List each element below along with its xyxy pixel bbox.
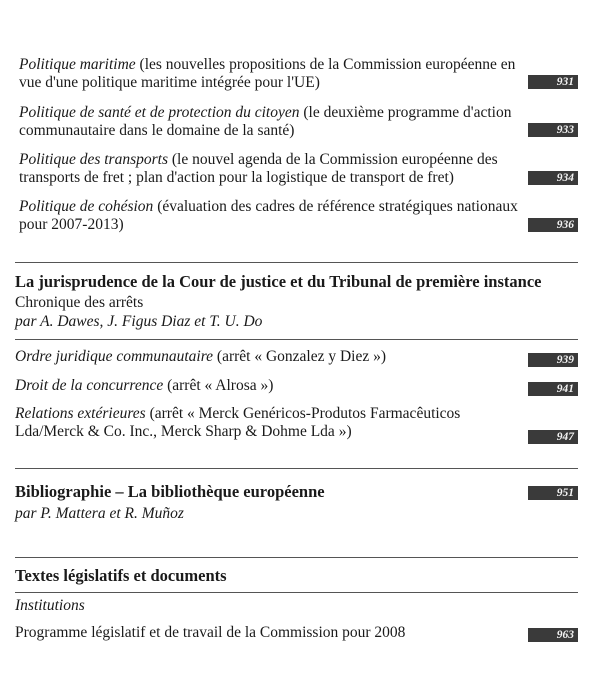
section-subheading-institutions: Institutions xyxy=(15,597,85,614)
section-divider xyxy=(15,468,578,469)
entry-title: Ordre juridique communautaire xyxy=(15,348,214,365)
section-divider xyxy=(15,339,578,340)
page-number-badge: 931 xyxy=(528,75,578,89)
entry-description: (les nouvelles propositions de la Commission européenne en vue d'une politique maritime intégrée pour l'UE) xyxy=(19,56,516,91)
entry-title: Politique de cohésion xyxy=(19,198,154,215)
section-heading-textes: Textes législatifs et documents xyxy=(15,566,227,585)
toc-entry-politique-transports xyxy=(19,151,519,187)
page-number-badge: 933 xyxy=(528,123,578,137)
page-number-badge: 941 xyxy=(528,382,578,396)
entry-description: (évaluation des cadres de référence stratégiques nationaux pour 2007-2013) xyxy=(19,198,518,233)
entry-title: Droit de la concurrence xyxy=(15,377,164,394)
toc-entry-politique-sante xyxy=(19,104,519,140)
toc-entry-ordre-juridique xyxy=(15,348,515,366)
page-number-badge: 963 xyxy=(528,628,578,642)
section-heading-bibliographie: Bibliographie – La bibliothèque européenne xyxy=(15,482,325,501)
section-divider xyxy=(15,592,578,593)
page-number-badge: 936 xyxy=(528,218,578,232)
toc-entry-politique-maritime xyxy=(19,56,519,92)
section-heading-jurisprudence: La jurisprudence de la Cour de justice et du Tribunal de première instance xyxy=(15,272,542,291)
toc-entry-programme-legislatif: Programme législatif et de travail de la Commission pour 2008 xyxy=(15,624,406,641)
section-authors: par P. Mattera et R. Muñoz xyxy=(15,505,184,522)
entry-title: Politique maritime xyxy=(19,56,136,73)
entry-description: (arrêt « Gonzalez y Diez ») xyxy=(213,348,387,365)
page-number-badge: 939 xyxy=(528,353,578,367)
section-divider xyxy=(15,557,578,558)
toc-entry-politique-cohesion xyxy=(19,198,519,234)
section-subtitle: Chronique des arrêts xyxy=(15,294,144,311)
entry-description: (le nouvel agenda de la Commission européenne des transports de fret ; plan d'action pour la logistique de transport de fret) xyxy=(19,151,498,186)
entry-description: (arrêt « Alrosa ») xyxy=(163,377,274,394)
toc-entry-droit-concurrence xyxy=(15,377,515,395)
page-number-badge: 947 xyxy=(528,430,578,444)
page-number-badge: 934 xyxy=(528,171,578,185)
entry-title: Relations extérieures xyxy=(15,405,146,422)
section-divider xyxy=(15,262,578,263)
entry-description: (le deuxième programme d'action communautaire dans le domaine de la santé) xyxy=(19,104,512,139)
entry-description: (arrêt « Merck Genéricos-Produtos Farmacêuticos Lda/Merck & Co. Inc., Merck Sharp & Dohme Lda ») xyxy=(15,405,461,440)
page-number-badge: 951 xyxy=(528,486,578,500)
entry-title: Politique de santé et de protection du citoyen xyxy=(19,104,300,121)
entry-title: Politique des transports xyxy=(19,151,168,168)
toc-entry-relations-exterieures xyxy=(15,405,520,441)
section-authors: par A. Dawes, J. Figus Diaz et T. U. Do xyxy=(15,313,263,330)
